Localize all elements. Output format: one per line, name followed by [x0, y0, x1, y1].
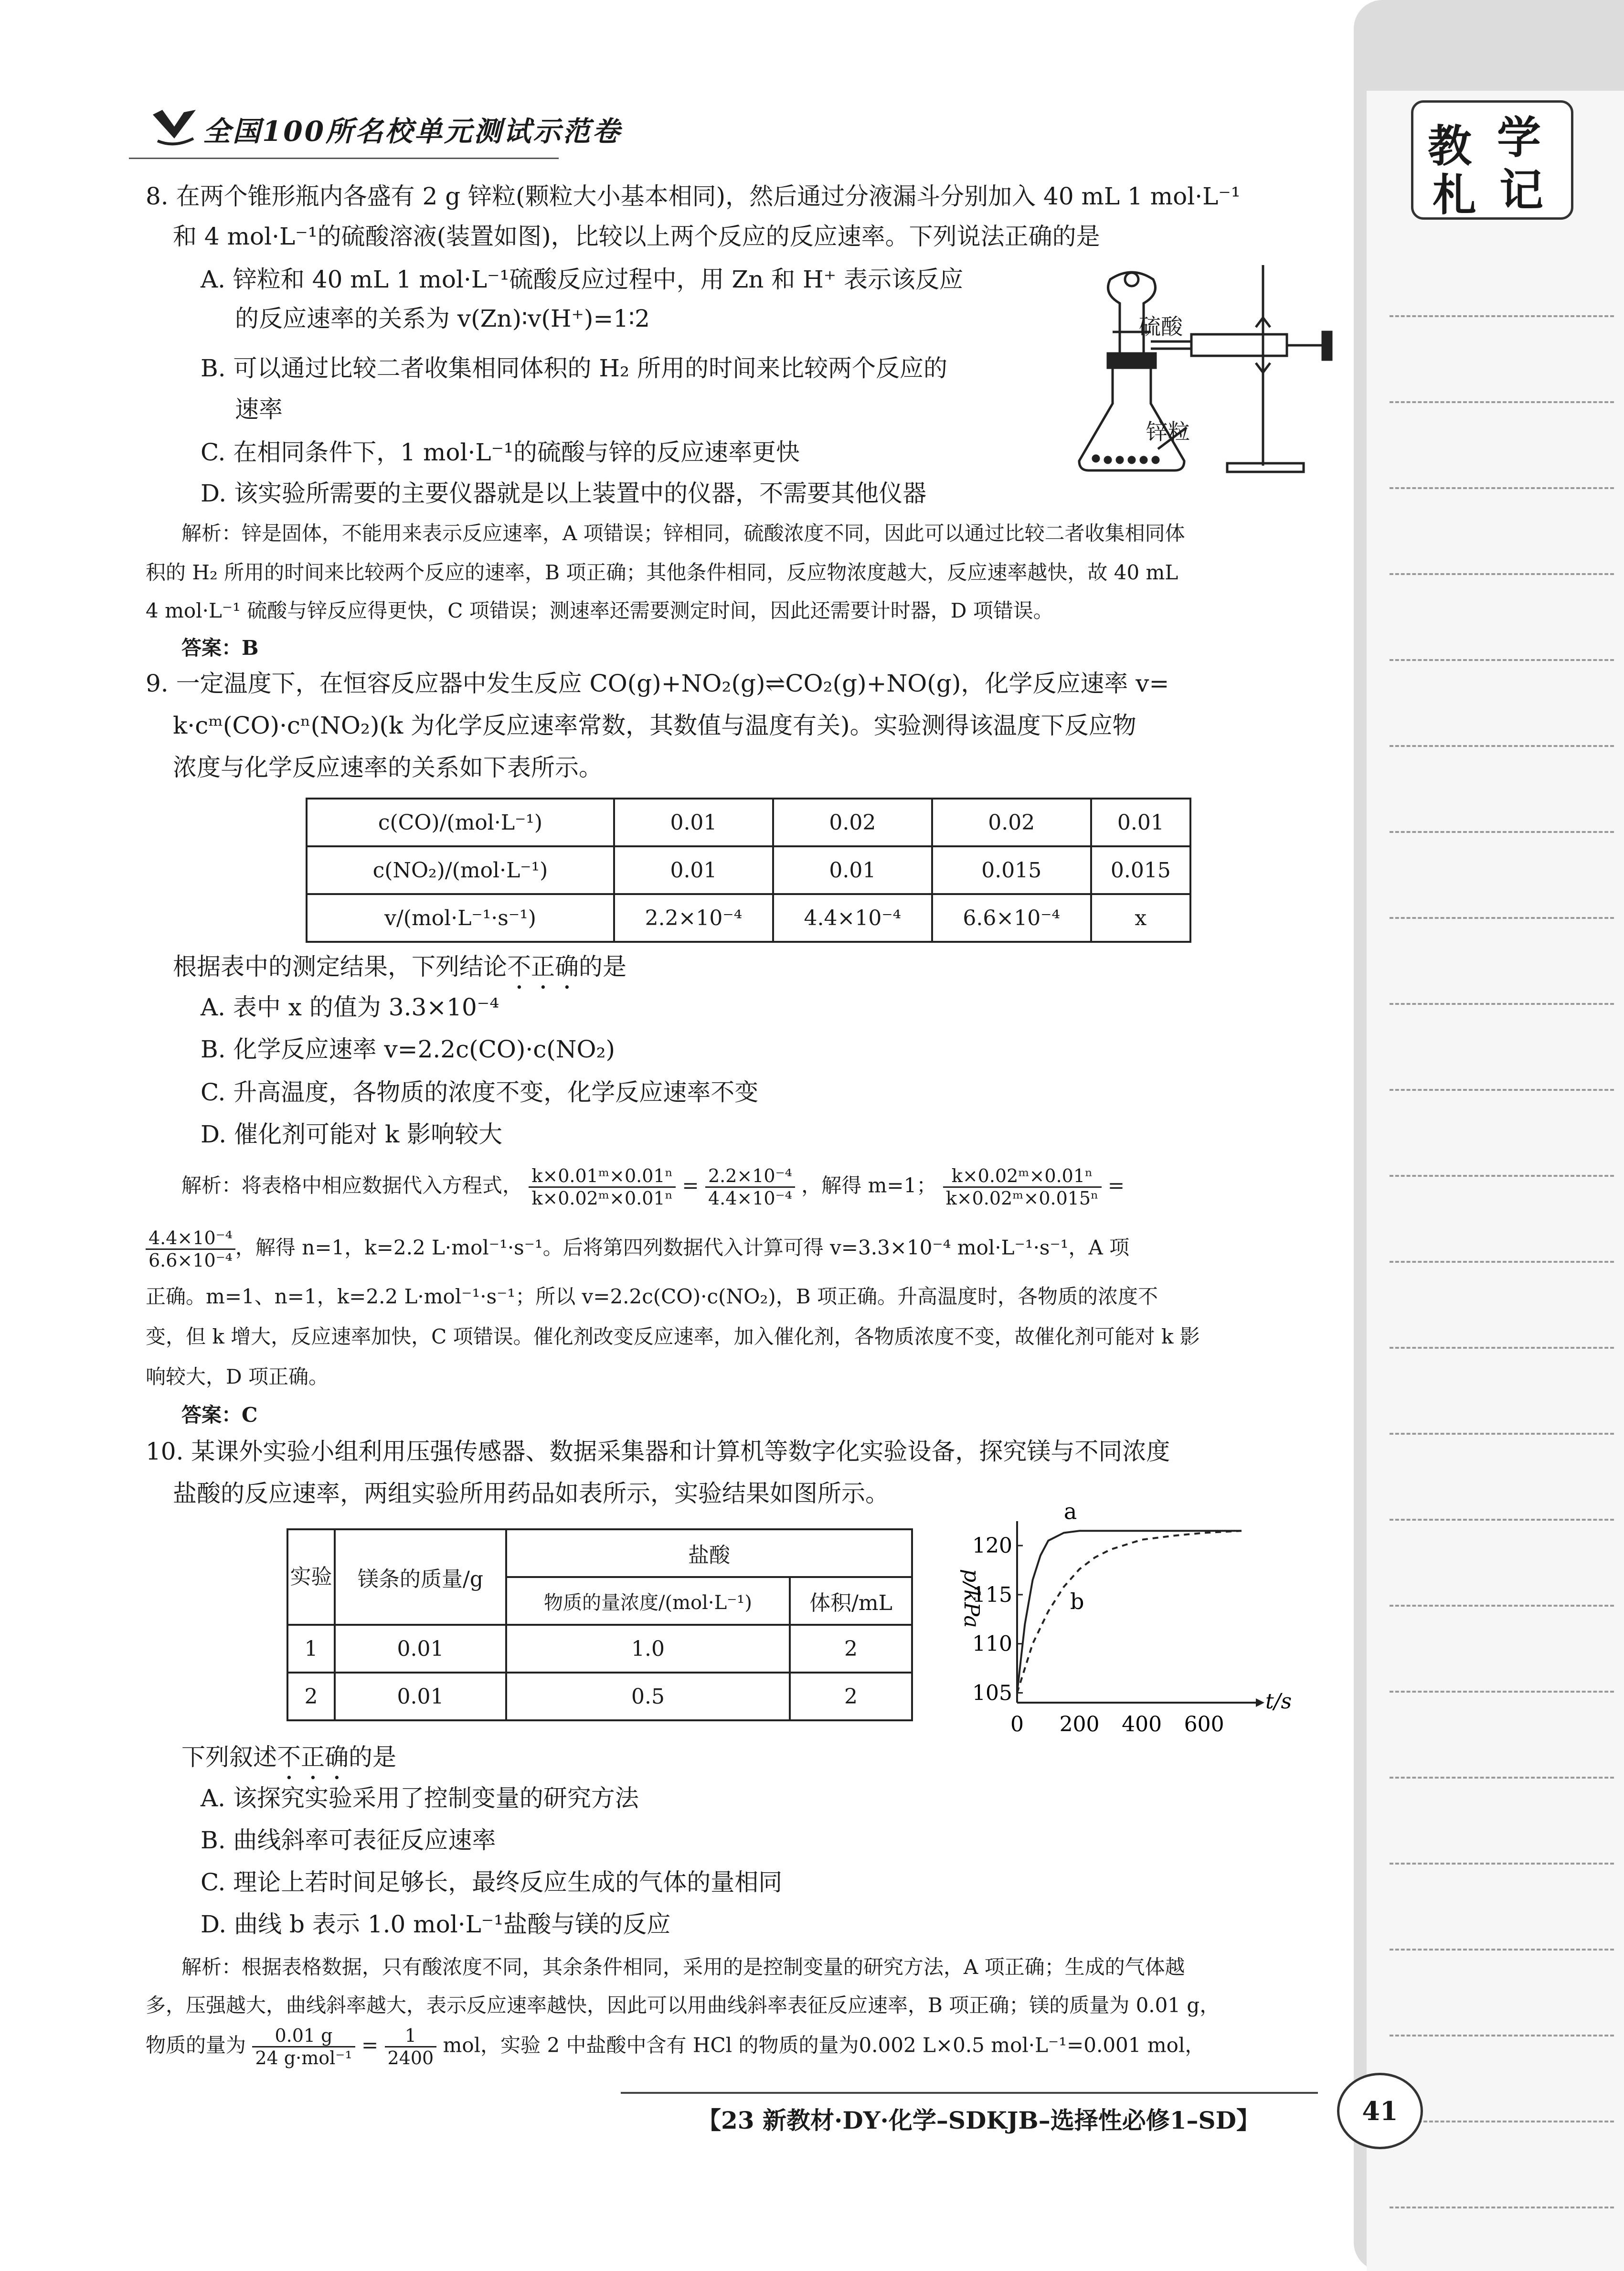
- q8-option-d: D. 该实验所需要的主要仪器就是以上装置中的仪器，不需要其他仪器: [201, 480, 927, 507]
- label-sulfuric-acid: 硫酸: [1139, 314, 1183, 340]
- q10-option-a: A. 该探究实验采用了控制变量的研究方法: [201, 1784, 639, 1812]
- note-line: [1390, 2207, 1614, 2208]
- note-line: [1390, 1949, 1614, 1951]
- note-line: [1390, 2121, 1614, 2122]
- denominator: k×0.02ᵐ×0.01ⁿ: [531, 1188, 673, 1209]
- note-line: [1390, 487, 1614, 489]
- fraction: [529, 1165, 676, 1209]
- q10-explanation: [146, 2025, 1205, 2068]
- table-cell: 1.0: [506, 1625, 790, 1673]
- denominator: 2400: [387, 2047, 434, 2068]
- notes-char: 记: [1499, 164, 1544, 216]
- numerator: 0.01 g: [252, 2025, 355, 2047]
- numerator: 2.2×10⁻⁴: [705, 1165, 795, 1188]
- q9-explanation: [146, 1227, 1129, 1271]
- equals: =: [1107, 1173, 1125, 1197]
- label-zinc: 锌粒: [1146, 419, 1190, 445]
- note-line: [1390, 2035, 1614, 2036]
- notes-char: 教: [1428, 120, 1472, 172]
- notes-tag: [1411, 100, 1573, 220]
- notes-char: 札: [1433, 169, 1477, 221]
- prompt-emphasis: 不正确: [277, 1743, 349, 1771]
- q10-prompt: [181, 1738, 396, 1785]
- explanation-text: 解析：将表格中相应数据代入方程式，: [181, 1173, 523, 1197]
- q9-option-c: C. 升高温度，各物质的浓度不变，化学反应速率不变: [201, 1078, 759, 1106]
- numerator: 1: [385, 2025, 437, 2047]
- q9-stem: 浓度与化学反应速率的关系如下表所示。: [173, 754, 603, 781]
- note-line: [1390, 1519, 1614, 1521]
- table-cell: 1: [287, 1625, 335, 1673]
- x-tick-label: 0: [1010, 1712, 1024, 1737]
- q9-data-table: [306, 798, 1191, 943]
- y-tick-label: 120: [972, 1534, 1012, 1558]
- note-line: [1390, 1089, 1614, 1091]
- table-cell: 0.02: [773, 799, 932, 846]
- table-header: 盐酸: [506, 1529, 912, 1577]
- denominator: 4.4×10⁻⁴: [708, 1188, 792, 1209]
- y-tick-label: 115: [972, 1582, 1012, 1607]
- q9-explanation: 变，但 k 增大，反应速率加快，C 项错误。催化剂改变反应速率，加入催化剂，各物质浓度不变，故催化剂可能对 k 影: [146, 1325, 1200, 1348]
- fraction: [385, 2025, 437, 2068]
- q10-stem: 10. 某课外实验小组利用压强传感器、数据采集器和计算机等数字化实验设备，探究镁与不同浓度: [146, 1438, 1170, 1465]
- table-cell: 2: [790, 1625, 912, 1673]
- y-tick-label: 110: [972, 1631, 1012, 1656]
- page-number: 41: [1337, 2073, 1423, 2149]
- q10-option-b: B. 曲线斜率可表征反应速率: [201, 1826, 496, 1854]
- table-cell: 0.02: [932, 799, 1091, 846]
- explanation-text: mol，实验 2 中盐酸中含有 HCl 的物质的量为0.002 L×0.5 mol·L⁻¹=0.001 mol，: [443, 2033, 1205, 2057]
- y-axis-label: p/kPa: [959, 1569, 984, 1628]
- notes-area: [1367, 91, 1624, 2271]
- equals: =: [682, 1173, 699, 1197]
- q8-option-c: C. 在相同条件下，1 mol·L⁻¹的硫酸与锌的反应速率更快: [201, 438, 800, 466]
- q10-data-table: [287, 1528, 913, 1721]
- notes-char: 学: [1497, 112, 1541, 163]
- table-cell: 0.015: [1091, 846, 1190, 894]
- numerator: 4.4×10⁻⁴: [146, 1227, 235, 1250]
- x-tick-label: 600: [1184, 1712, 1224, 1737]
- fraction: [252, 2025, 355, 2068]
- prompt-text: 的是: [579, 953, 626, 981]
- table-cell: 2: [287, 1673, 335, 1720]
- denominator: 6.6×10⁻⁴: [149, 1250, 233, 1271]
- q8-option-b: B. 可以通过比较二者收集相同体积的 H₂ 所用的时间来比较两个反应的: [201, 354, 947, 382]
- series-line-b: [1017, 1531, 1242, 1693]
- x-axis-arrow: [1256, 1698, 1264, 1707]
- book-logo-icon: [148, 100, 201, 153]
- x-tick-label: 200: [1059, 1712, 1100, 1737]
- fraction: [943, 1165, 1102, 1209]
- table-cell: 0.01: [773, 846, 932, 894]
- fraction: [146, 1227, 235, 1271]
- series-title: 全国100所名校单元测试示范卷: [203, 115, 622, 148]
- y-tick-label: 105: [972, 1681, 1012, 1706]
- denominator: 24 g·mol⁻¹: [255, 2047, 352, 2068]
- q8-answer: 答案：B: [181, 636, 259, 660]
- q9-explanation: 响较大，D 项正确。: [146, 1365, 329, 1388]
- q8-explanation: 解析：锌是固体，不能用来表示反应速率，A 项错误；锌相同，硫酸浓度不同，因此可以通过比较二者收集相同体: [181, 522, 1185, 545]
- note-line: [1390, 401, 1614, 403]
- note-line: [1390, 659, 1614, 661]
- q8-stem: 8. 在两个锥形瓶内各盛有 2 g 锌粒(颗粒大小基本相同)，然后通过分液漏斗分别加入 40 mL 1 mol·L⁻¹: [146, 182, 1241, 210]
- table-cell: 0.01: [335, 1625, 506, 1673]
- equals: =: [361, 2033, 379, 2057]
- note-line: [1390, 1003, 1614, 1005]
- note-line: [1390, 1605, 1614, 1607]
- table-cell: 0.015: [932, 846, 1091, 894]
- explanation-text: 物质的量为: [146, 2033, 246, 2057]
- chart-ticks: [972, 1534, 1224, 1737]
- prompt-text: 下列叙述: [181, 1743, 277, 1771]
- q10-stem: 盐酸的反应速率，两组实验所用药品如表所示，实验结果如图所示。: [173, 1480, 889, 1507]
- table-cell: 2.2×10⁻⁴: [614, 894, 773, 942]
- denominator: k×0.02ᵐ×0.015ⁿ: [945, 1188, 1099, 1209]
- table-cell: v/(mol·L⁻¹·s⁻¹): [307, 894, 614, 942]
- q9-stem: 9. 一定温度下，在恒容反应器中发生反应 CO(g)+NO₂(g)⇌CO₂(g)+NO(g)，化学反应速率 v=: [146, 670, 1169, 697]
- table-cell: c(CO)/(mol·L⁻¹): [307, 799, 614, 846]
- table-header: 实验: [287, 1529, 335, 1625]
- prompt-text: 根据表中的测定结果，下列结论: [173, 953, 507, 981]
- table-cell: 6.6×10⁻⁴: [932, 894, 1091, 942]
- chart-series: [1017, 1498, 1242, 1693]
- series-line-a: [1017, 1531, 1242, 1693]
- table-cell: 0.01: [614, 799, 773, 846]
- table-cell: 4.4×10⁻⁴: [773, 894, 932, 942]
- note-line: [1390, 1777, 1614, 1779]
- note-line: [1390, 1347, 1614, 1349]
- q9-answer: 答案：C: [181, 1403, 258, 1427]
- note-line: [1390, 1863, 1614, 1865]
- q9-explanation: 正确。m=1、n=1，k=2.2 L·mol⁻¹·s⁻¹；所以 v=2.2c(CO)·c(NO₂)，B 项正确。升高温度时，各物质的浓度不: [146, 1285, 1158, 1308]
- x-tick-label: 400: [1122, 1712, 1162, 1737]
- q10-option-c: C. 理论上若时间足够长，最终反应生成的气体的量相同: [201, 1868, 783, 1896]
- table-cell: 0.01: [1091, 799, 1190, 846]
- explanation-text: ，解得 n=1，k=2.2 L·mol⁻¹·s⁻¹。后将第四列数据代入计算可得 v=3.3×10⁻⁴ mol·L⁻¹·s⁻¹，A 项: [235, 1236, 1130, 1259]
- note-line: [1390, 831, 1614, 833]
- q9-explanation: [181, 1165, 1125, 1209]
- table-header: 镁条的质量/g: [335, 1529, 506, 1625]
- q9-option-b: B. 化学反应速率 v=2.2c(CO)·c(NO₂): [201, 1035, 616, 1063]
- note-line: [1390, 1433, 1614, 1435]
- note-line: [1390, 315, 1614, 317]
- footer-divider: [621, 2092, 1318, 2094]
- q9-option-d: D. 催化剂可能对 k 影响较大: [201, 1120, 503, 1148]
- q8-option-a: A. 锌粒和 40 mL 1 mol·L⁻¹硫酸反应过程中，用 Zn 和 H⁺ 表示该反应: [201, 266, 964, 293]
- numerator: k×0.02ᵐ×0.01ⁿ: [943, 1165, 1102, 1188]
- apparatus-diagram: [1074, 260, 1342, 475]
- note-line: [1390, 745, 1614, 747]
- q8-option-a: 的反应速率的关系为 v(Zn)∶v(H⁺)=1∶2: [235, 305, 650, 332]
- note-line: [1390, 1175, 1614, 1177]
- table-cell: x: [1091, 894, 1190, 942]
- q8-explanation: 4 mol·L⁻¹ 硫酸与锌反应得更快，C 项错误；测速率还需要测定时间，因此还需要计时器，D 项错误。: [146, 599, 1053, 622]
- q10-option-d: D. 曲线 b 表示 1.0 mol·L⁻¹盐酸与镁的反应: [201, 1910, 671, 1938]
- series-label-b: b: [1070, 1589, 1084, 1615]
- q8-explanation: 积的 H₂ 所用的时间来比较两个反应的速率，B 项正确；其他条件相同，反应物浓度越大，反应速率越快，故 40 mL: [146, 561, 1178, 584]
- fraction: [705, 1165, 795, 1209]
- footer-course-code: 【23 新教材·DY·化学–SDKJB–选择性必修1–SD】: [697, 2106, 1260, 2134]
- q9-prompt: [173, 948, 626, 994]
- table-cell: 0.01: [614, 846, 773, 894]
- note-line: [1390, 573, 1614, 575]
- table-cell: 2: [790, 1673, 912, 1720]
- prompt-emphasis: 不正确: [507, 953, 579, 981]
- header-divider: [129, 158, 559, 159]
- q9-stem: k·cᵐ(CO)·cⁿ(NO₂)(k 为化学反应速率常数，其数值与温度有关)。实验测得该温度下反应物: [173, 712, 1136, 739]
- table-cell: 0.01: [335, 1673, 506, 1720]
- note-line: [1390, 1691, 1614, 1693]
- table-header: 体积/mL: [790, 1577, 912, 1625]
- x-axis-label: t/s: [1265, 1689, 1292, 1714]
- explanation-text: ，解得 m=1；: [801, 1173, 937, 1197]
- prompt-text: 的是: [349, 1743, 396, 1771]
- pressure-time-chart: [945, 1498, 1292, 1737]
- q8-stem: 和 4 mol·L⁻¹的硫酸溶液(装置如图)，比较以上两个反应的反应速率。下列说法正确的是: [173, 223, 1100, 250]
- numerator: k×0.01ᵐ×0.01ⁿ: [529, 1165, 676, 1188]
- table-header: 物质的量浓度/(mol·L⁻¹): [506, 1577, 790, 1625]
- q8-option-b: 速率: [235, 395, 283, 423]
- note-line: [1390, 917, 1614, 919]
- note-line: [1390, 1261, 1614, 1263]
- table-cell: 0.5: [506, 1673, 790, 1720]
- series-label-a: a: [1063, 1498, 1077, 1525]
- table-cell: c(NO₂)/(mol·L⁻¹): [307, 846, 614, 894]
- q10-explanation: 解析：根据表格数据，只有酸浓度不同，其余条件相同，采用的是控制变量的研究方法，A 项正确；生成的气体越: [181, 1955, 1185, 1979]
- q10-explanation: 多，压强越大，曲线斜率越大，表示反应速率越快，因此可以用曲线斜率表征反应速率，B 项正确；镁的质量为 0.01 g，: [146, 1994, 1220, 2017]
- q9-option-a: A. 表中 x 的值为 3.3×10⁻⁴: [201, 993, 499, 1021]
